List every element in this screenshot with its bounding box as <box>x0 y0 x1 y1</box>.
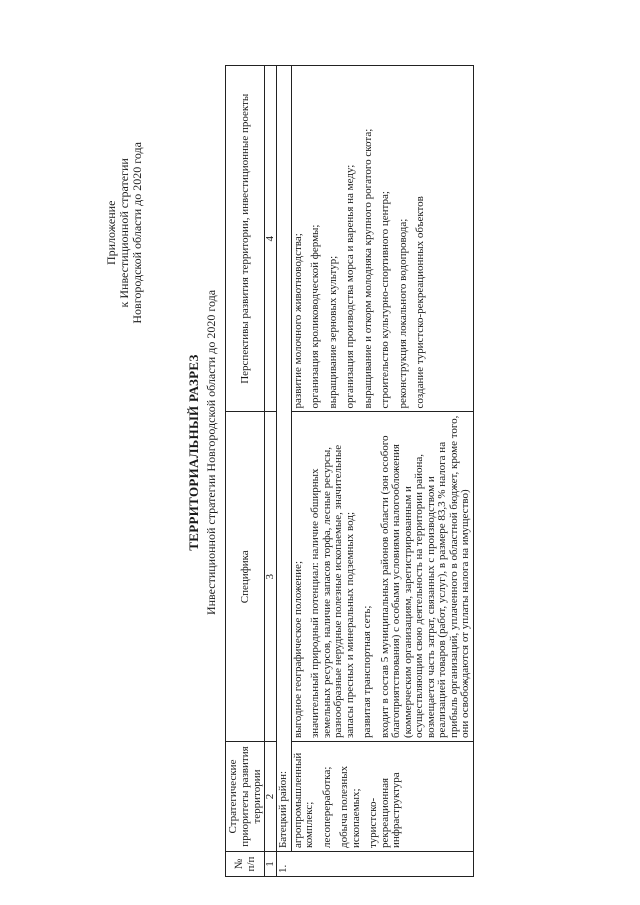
column-header-prospects: Перспективы развития территории, инвестиционные проекты <box>226 66 265 413</box>
column-number: 3 <box>265 412 277 742</box>
appendix-reference: к Инвестиционной стратегии <box>117 158 131 308</box>
priority-item: лесопереработка; <box>320 766 333 849</box>
prospect-item: реконструкция локального водопровода; <box>396 218 409 409</box>
table-header-row <box>226 66 265 877</box>
appendix-reference-2: Новгородской области до 2020 года <box>130 142 144 324</box>
priority-item: агропромышленный комплекс; <box>291 752 315 849</box>
column-header-priorities: Стратегические приоритеты развития территории <box>226 742 265 852</box>
specific-item: значительный природный потенциал: наличие обширных земельных ресурсов, наличие запасов торфа, лесные ресурсы, разнообразные нерудные полезные ископаемые, значительные запасы пресных и минеральных подземных вод; <box>309 444 356 739</box>
prospect-item: строительство культурно-спортивного центра; <box>379 191 391 409</box>
column-number: 1 <box>265 852 277 877</box>
district-name: Батецкий район: <box>277 66 292 852</box>
column-number-row <box>265 66 277 877</box>
prospect-item: развитие молочного животноводства; <box>291 233 304 409</box>
prospect-item: организация кролиководческой фермы; <box>309 224 321 409</box>
prospect-item: выращивание зерновых культур; <box>326 255 339 409</box>
column-number: 2 <box>265 742 277 852</box>
prospect-item: организация производства морса и варенья на меду; <box>344 164 356 409</box>
appendix-label: Приложение <box>104 200 118 266</box>
column-header-specifics: Специфика <box>226 412 265 742</box>
appendix-header <box>105 142 144 324</box>
priorities-cell <box>291 742 473 852</box>
prospect-item: выращивание и откорм молодняка крупного рогатого скота; <box>361 128 374 409</box>
table-row <box>291 66 473 877</box>
column-header-number: № п/п <box>226 852 265 877</box>
column-number: 4 <box>265 66 277 413</box>
specific-item: выгодное географическое положение; <box>291 561 304 739</box>
document-subtitle: Инвестиционной стратегии Новгородской области до 2020 года <box>204 289 218 616</box>
specifics-cell <box>291 412 473 742</box>
row-number: 1. <box>277 852 474 877</box>
specific-item: входит в состав 5 муниципальных районов области (зон особого благоприятствования) с особыми условиями налогообложения (коммерческим организациям, зарегистрированным и осуществляющим свою деятельность на территории района, возмещается часть затрат, связанных с производством и реализацией товаров (работ, услуг), в размере 83,3 % налога на прибыль организаций, уплаченного в областной бюджет, кроме того, они освобождаются от уплаты налога на имущество) <box>378 415 471 739</box>
priority-item: добыча полезных ископаемых; <box>338 765 362 849</box>
territorial-table <box>225 65 474 877</box>
district-row <box>277 66 292 877</box>
specific-item: развитая транспортная сеть; <box>361 605 373 739</box>
prospect-item: создание туристско-рекреационных объектов <box>414 196 426 409</box>
document-title: ТЕРРИТОРИАЛЬНЫЙ РАЗРЕЗ <box>186 354 201 551</box>
priority-item: туристско-рекреационная инфраструктура <box>367 772 402 849</box>
prospects-cell <box>291 66 473 413</box>
